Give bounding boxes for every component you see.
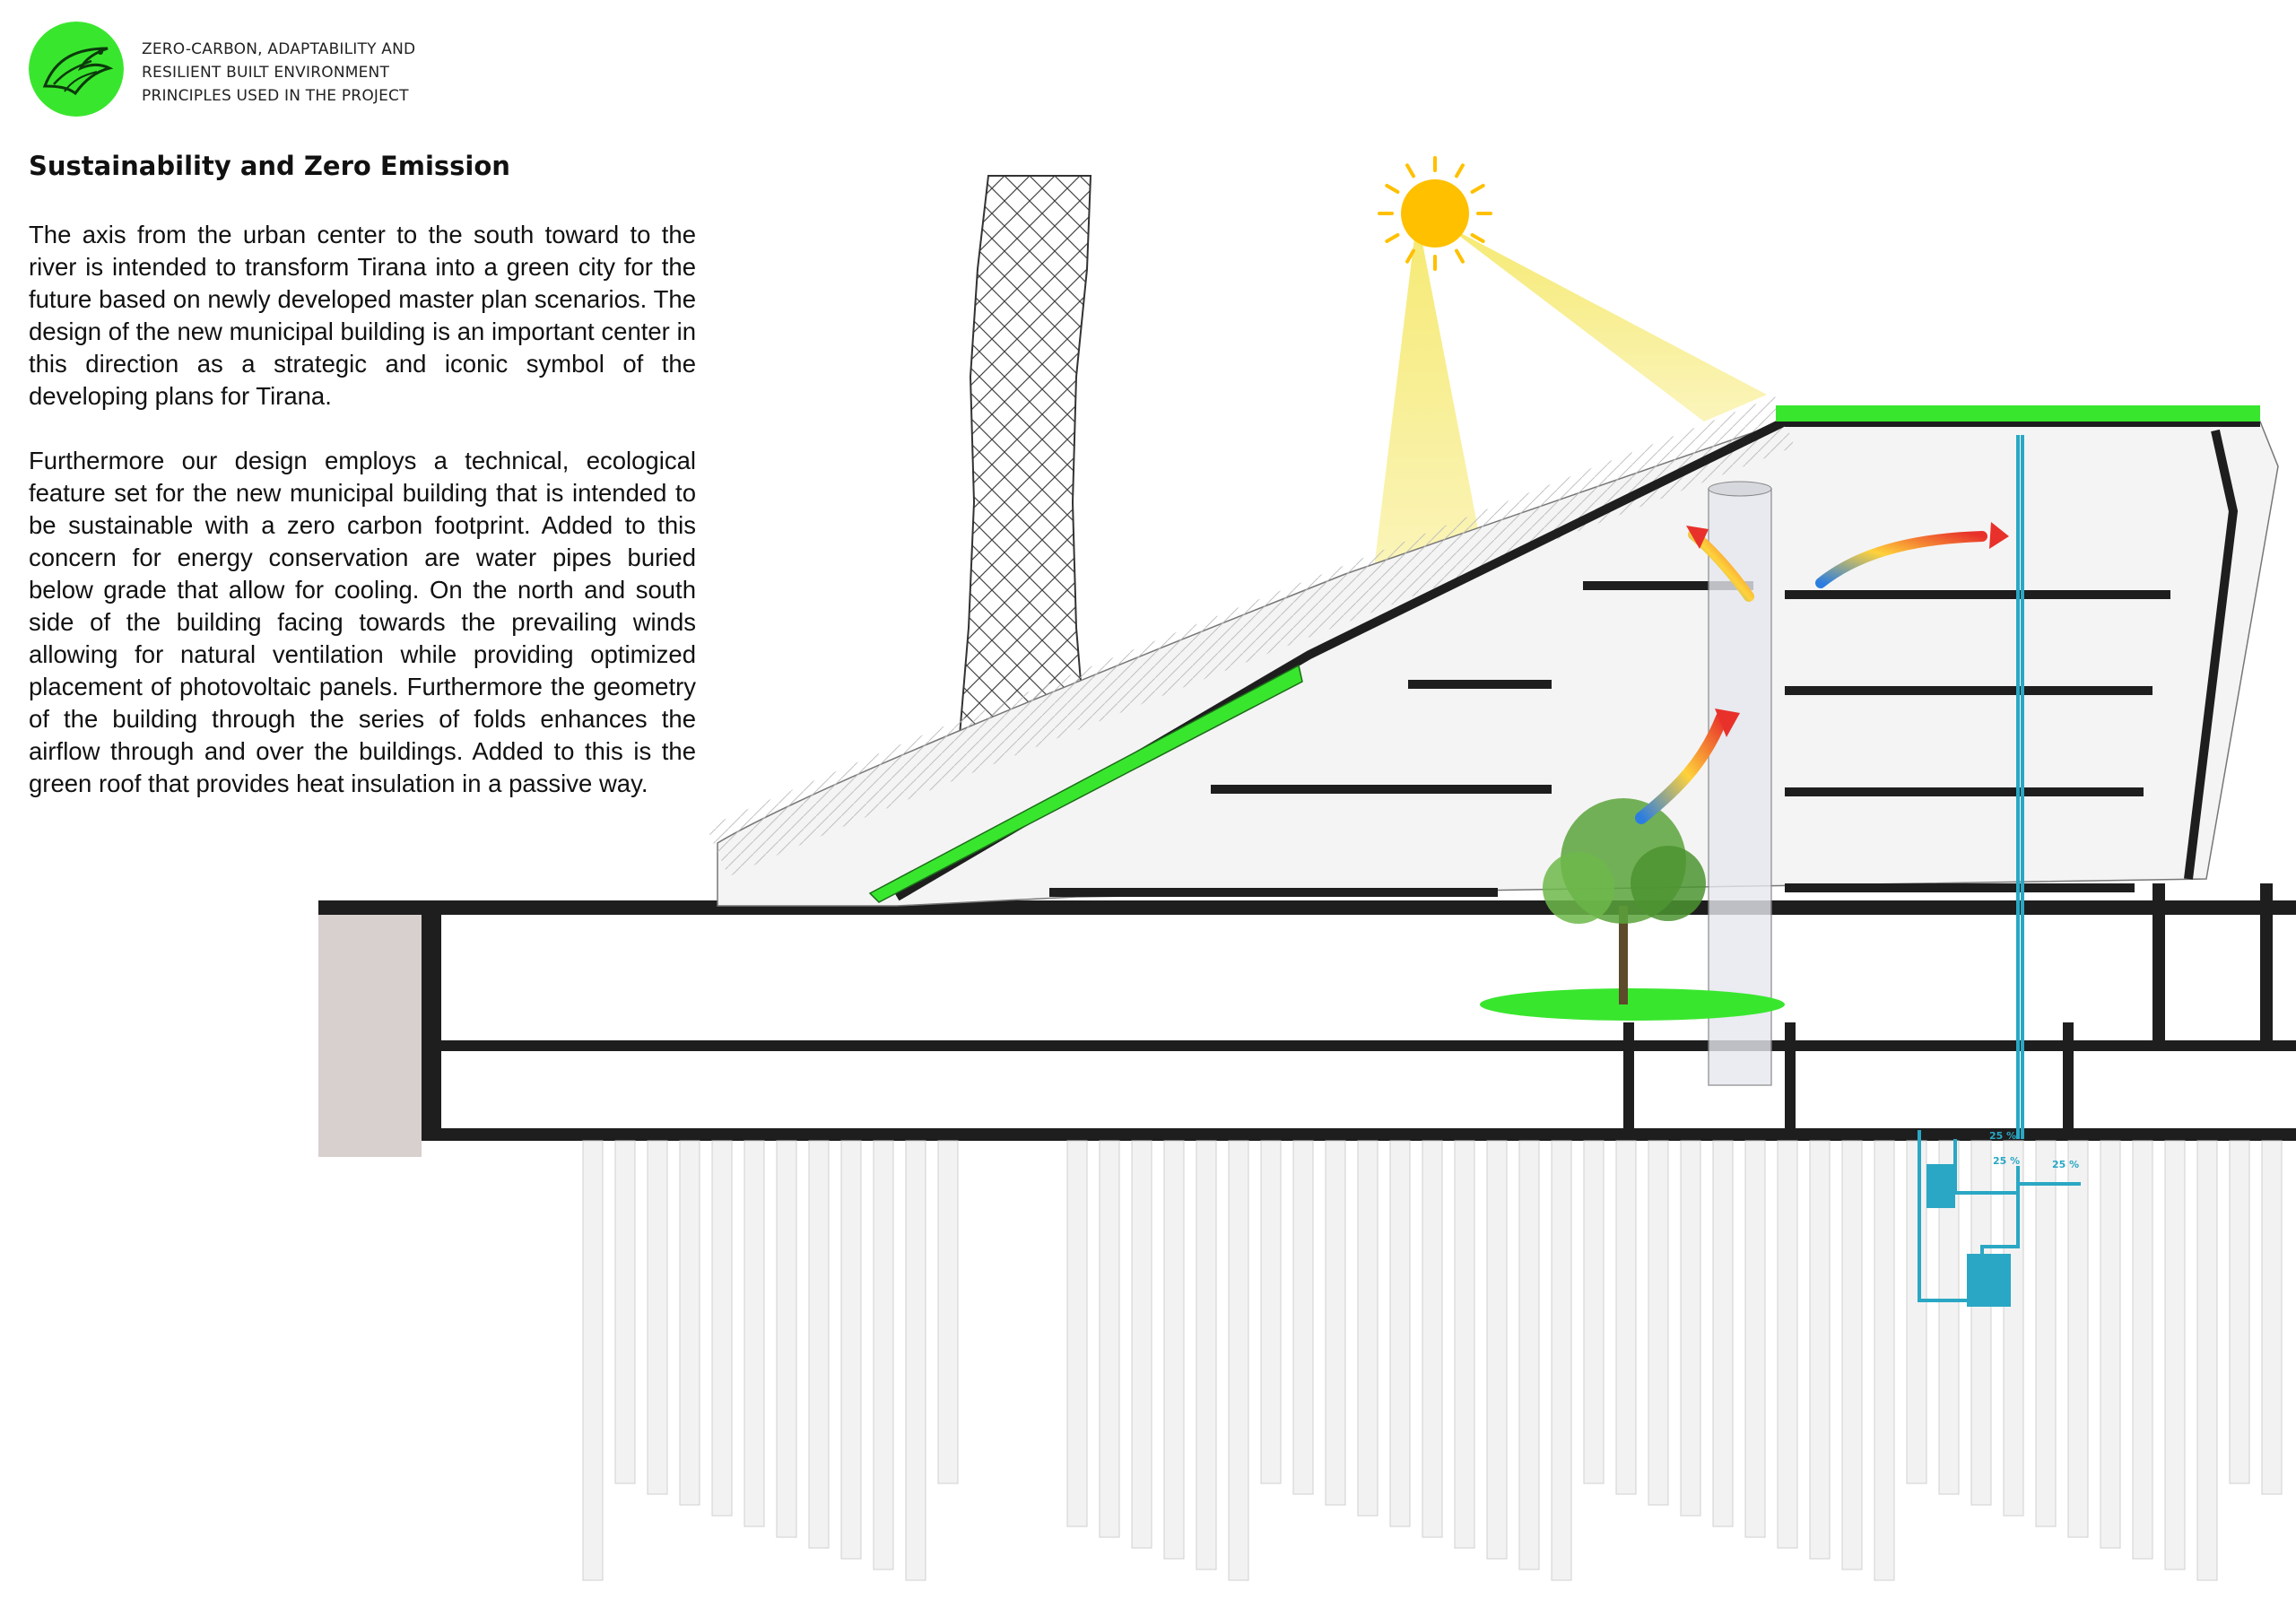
- pile: [712, 1141, 732, 1516]
- sun-ray: [1387, 186, 1397, 192]
- pile: [2036, 1141, 2056, 1526]
- pile: [1100, 1141, 1119, 1537]
- pile: [1778, 1141, 1797, 1548]
- caption-line: RESILIENT BUILT ENVIRONMENT: [142, 64, 390, 82]
- sun-ray: [1407, 165, 1413, 176]
- caption-line: ZERO-CARBON, ADAPTABILITY AND: [142, 40, 416, 58]
- pile: [2165, 1141, 2185, 1570]
- pile: [615, 1141, 635, 1483]
- ground-slab: [318, 883, 2296, 1157]
- pile: [2197, 1141, 2217, 1580]
- pile: [777, 1141, 796, 1537]
- pile: [1455, 1141, 1474, 1548]
- pile: [648, 1141, 667, 1494]
- pile: [1390, 1141, 1410, 1526]
- pile: [906, 1141, 926, 1580]
- pile: [1810, 1141, 1830, 1559]
- pile: [938, 1141, 958, 1483]
- pile: [1842, 1141, 1862, 1570]
- water-share-label: 25 %: [2052, 1159, 2080, 1170]
- pile: [1874, 1141, 1894, 1580]
- pile: [583, 1141, 603, 1580]
- logo-caption: [142, 38, 415, 108]
- pile: [1229, 1141, 1248, 1580]
- sun-icon: [1379, 158, 1491, 269]
- pile: [2230, 1141, 2249, 1483]
- pile: [1196, 1141, 1216, 1570]
- pile: [1487, 1141, 1507, 1559]
- pile: [1326, 1141, 1345, 1505]
- pile: [1132, 1141, 1152, 1548]
- pile: [1681, 1141, 1700, 1516]
- foundation-piles: [583, 1141, 2282, 1580]
- paragraph: The axis from the urban center to the south toward to the river is intended to transform Tirana into a green city for the future based on newly developed master plan scenarios. The design of the new municipal building is an important center in this direction as a strategic and iconic symbol of the developing plans for Tirana.: [29, 221, 696, 410]
- pile: [1358, 1141, 1378, 1516]
- pile: [1971, 1141, 1991, 1505]
- pile: [841, 1141, 861, 1559]
- paragraph: Furthermore our design employs a technical, ecological feature set for the new municipal building that is intended to be sustainable with a zero carbon footprint. Added to this concern for energy conservation are water pipes buried below grade that allow for cooling. On the north and south side of the building facing towards the prevailing winds allowing for natural ventilation while providing optimized placement of photovoltaic panels. Furthermore the geometry of the building through the series of folds enhances the airflow through and over the buildings. Added to this is the green roof that provides heat insulation in a passive way.: [29, 447, 696, 797]
- pile: [1907, 1141, 1926, 1483]
- pile: [874, 1141, 893, 1570]
- lattice-tower: [960, 176, 1091, 735]
- pile: [1164, 1141, 1184, 1559]
- pile: [1552, 1141, 1571, 1580]
- pile: [809, 1141, 829, 1548]
- pile: [1261, 1141, 1281, 1483]
- section-title: Sustainability and Zero Emission: [29, 151, 510, 181]
- building-section-diagram: [305, 135, 2296, 1600]
- pile: [744, 1141, 764, 1526]
- pile: [1648, 1141, 1668, 1505]
- pile: [2068, 1141, 2088, 1537]
- sun-ray: [1473, 186, 1483, 192]
- pile: [2004, 1141, 2023, 1516]
- sun-ray: [1387, 235, 1397, 241]
- pile: [2133, 1141, 2152, 1559]
- pile: [680, 1141, 700, 1505]
- pile: [1293, 1141, 1313, 1494]
- pile: [2100, 1141, 2120, 1548]
- pile: [1713, 1141, 1733, 1526]
- pile: [1422, 1141, 1442, 1537]
- pile: [1745, 1141, 1765, 1537]
- pile: [1519, 1141, 1539, 1570]
- pile: [2262, 1141, 2282, 1494]
- sun-ray: [1457, 165, 1463, 176]
- caption-line: PRINCIPLES USED IN THE PROJECT: [142, 87, 409, 105]
- pile: [1616, 1141, 1636, 1494]
- water-share-label: 25 %: [1993, 1155, 2021, 1167]
- water-share-label: 25 %: [1989, 1130, 2017, 1142]
- pile: [1584, 1141, 1604, 1483]
- logo-badge: [29, 22, 124, 117]
- pile: [1067, 1141, 1087, 1526]
- leaf-bird-icon: [29, 22, 124, 117]
